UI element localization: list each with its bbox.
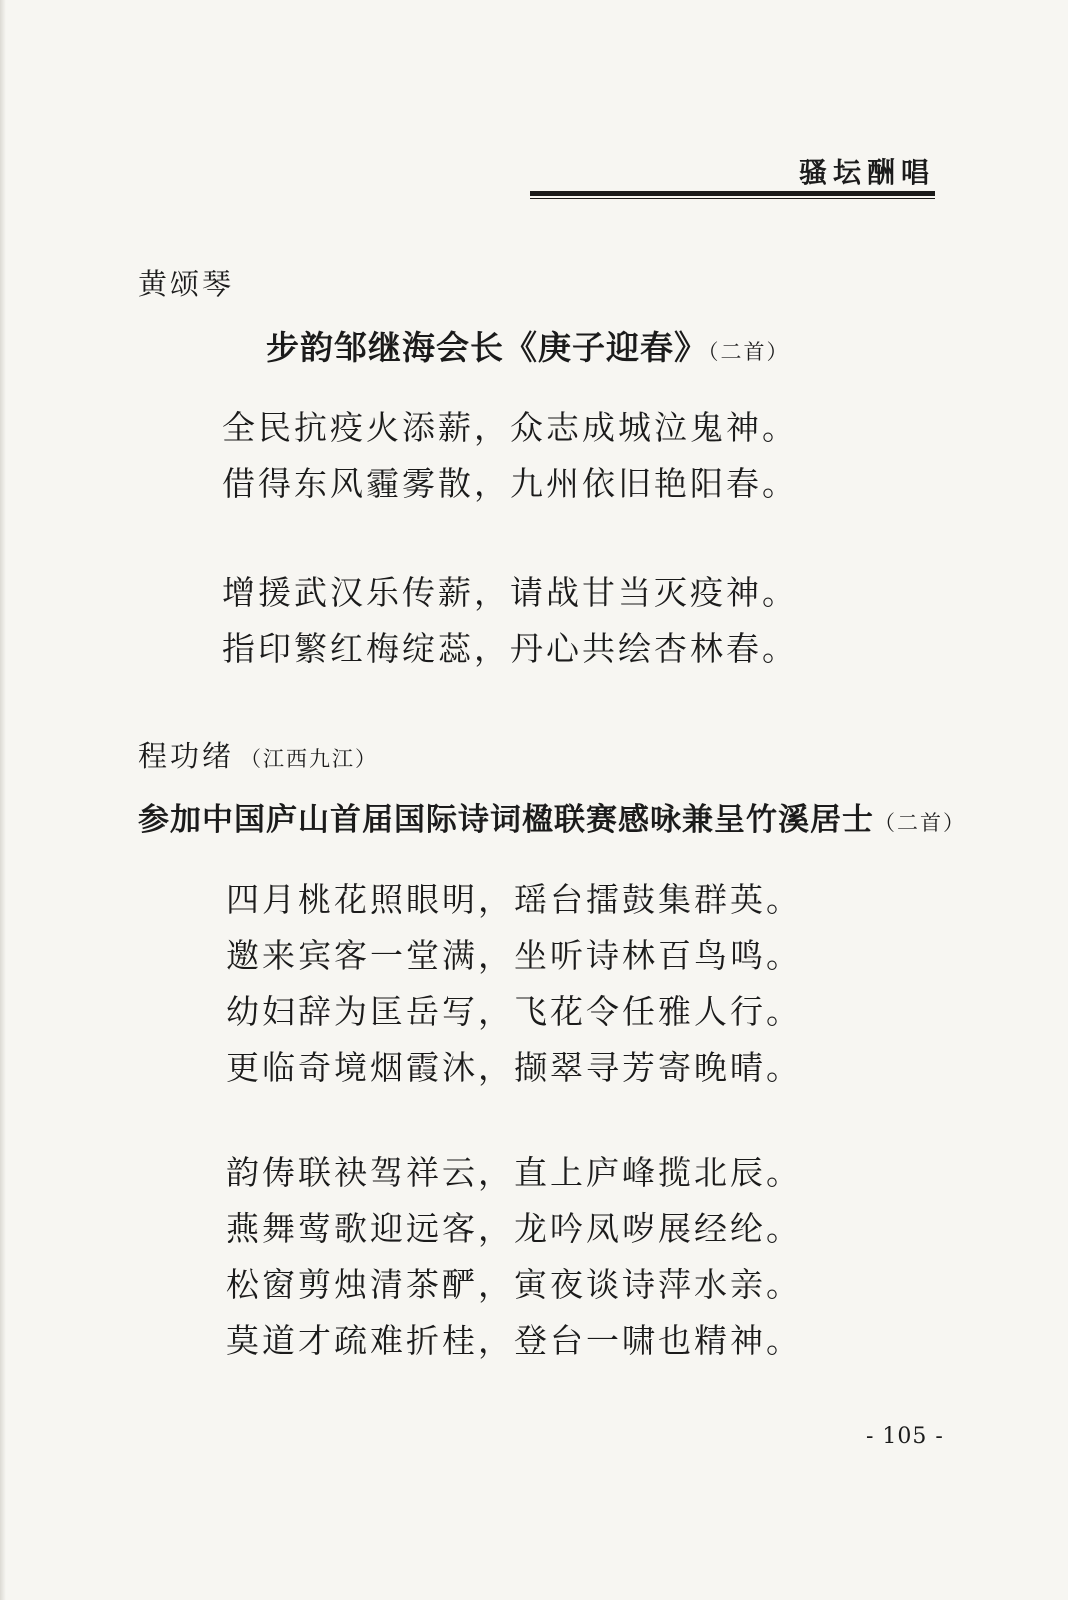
poem-author xyxy=(138,738,378,777)
verse-line: 邀来宾客一堂满，坐听诗林百鸟鸣。 xyxy=(226,936,802,975)
poem-title-text: 参加中国庐山首届国际诗词楹联赛感咏兼呈竹溪居士 xyxy=(138,802,874,838)
author-name: 黄颂琴 xyxy=(138,267,235,301)
author-location: （江西九江） xyxy=(240,747,379,771)
verse-line: 幼妇辞为匡岳写，飞花令任雅人行。 xyxy=(226,992,802,1031)
poem-stanza xyxy=(226,1145,802,1369)
verse-line: 四月桃花照眼明，瑶台擂鼓集群英。 xyxy=(226,880,802,919)
header-rule-thin xyxy=(530,198,935,199)
author-name: 程功绪 xyxy=(138,739,235,773)
poem-title xyxy=(138,800,966,843)
verse-line: 借得东风霾雾散，九州依旧艳阳春。 xyxy=(222,464,798,503)
verse-line: 增援武汉乐传薪，请战甘当灭疫神。 xyxy=(222,573,798,612)
poem-count-note: （二首） xyxy=(874,811,966,835)
poem-title-text: 步韵邹继海会长《庚子迎春》 xyxy=(266,328,708,367)
verse-line: 指印繁红梅绽蕊，丹心共绘杏林春。 xyxy=(222,629,798,668)
verse-line: 更临奇境烟霞沐，撷翠寻芳寄晚晴。 xyxy=(226,1048,802,1087)
poem-count-note: （二首） xyxy=(708,340,790,364)
verse-line: 莫道才疏难折桂，登台一啸也精神。 xyxy=(226,1321,802,1360)
verse-line: 松窗剪烛清茶酽，寅夜谈诗萍水亲。 xyxy=(226,1265,802,1304)
poem-stanza xyxy=(222,400,798,512)
header-rule-thick xyxy=(530,191,935,196)
poem-title xyxy=(266,328,790,372)
verse-line: 燕舞莺歌迎远客，龙吟凤哕展经纶。 xyxy=(226,1209,802,1248)
verse-line: 全民抗疫火添薪，众志成城泣鬼神。 xyxy=(222,408,798,447)
page-number: - 105 - xyxy=(866,1424,944,1449)
section-title: 骚坛酬唱 xyxy=(798,156,935,189)
verse-line: 韵俦联袂驾祥云，直上庐峰揽北辰。 xyxy=(226,1153,802,1192)
poem-stanza xyxy=(226,872,802,1096)
poem-stanza xyxy=(222,565,798,677)
running-header xyxy=(530,158,935,202)
page-edge-shadow xyxy=(0,0,6,1600)
poem-author xyxy=(138,266,234,302)
